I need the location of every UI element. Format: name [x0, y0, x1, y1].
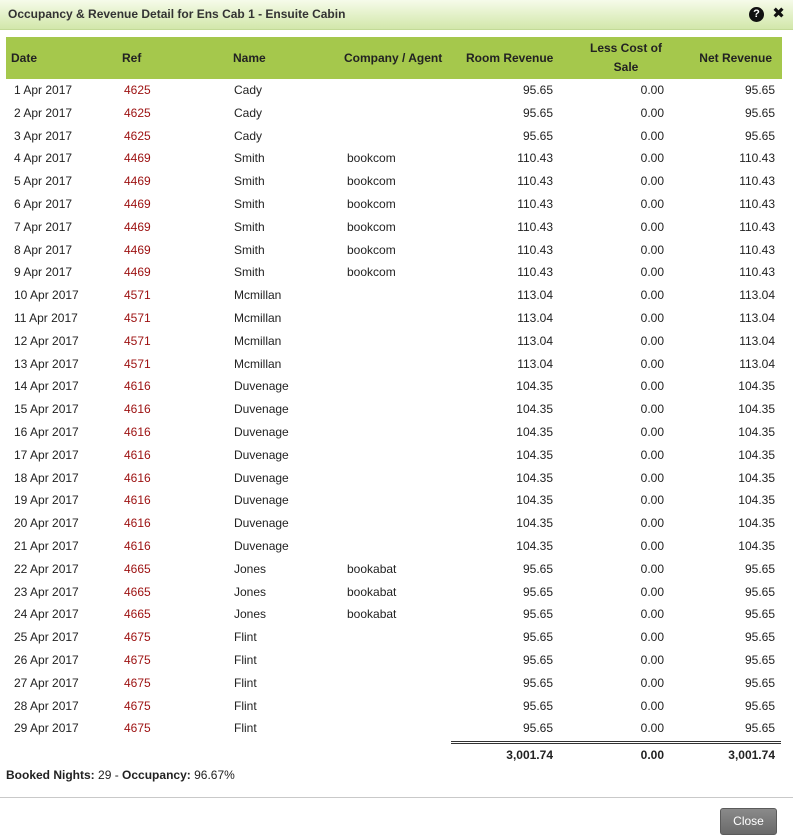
cell-date: 11 Apr 2017 [14, 310, 78, 325]
cell-name: Duvenage [234, 447, 289, 462]
table-row [6, 193, 782, 216]
cell-date: 3 Apr 2017 [14, 128, 73, 143]
column-header-ref: Ref [122, 50, 142, 65]
cell-less-cost: 0.00 [640, 242, 664, 257]
cell-net-revenue: 104.35 [738, 493, 775, 508]
cell-date: 6 Apr 2017 [14, 196, 73, 211]
cell-ref-link[interactable]: 4616 [124, 447, 151, 462]
table-row [6, 512, 782, 535]
cell-name: Smith [234, 151, 265, 166]
table-row [6, 125, 782, 148]
cell-less-cost: 0.00 [640, 607, 664, 622]
cell-name: Smith [234, 219, 265, 234]
cell-less-cost: 0.00 [640, 379, 664, 394]
cell-ref-link[interactable]: 4665 [124, 561, 151, 576]
column-header-net-revenue: Net Revenue [699, 50, 772, 65]
cell-date: 12 Apr 2017 [14, 333, 79, 348]
cell-agent: bookcom [347, 151, 396, 166]
cell-name: Duvenage [234, 516, 289, 531]
cell-ref-link[interactable]: 4469 [124, 196, 151, 211]
column-header-name: Name [233, 50, 266, 65]
cell-name: Smith [234, 265, 265, 280]
column-header-date: Date [11, 50, 38, 65]
cell-date: 14 Apr 2017 [14, 379, 79, 394]
cell-agent: bookcom [347, 265, 396, 280]
cell-name: Flint [234, 698, 257, 713]
cell-ref-link[interactable]: 4616 [124, 402, 151, 417]
cell-ref-link[interactable]: 4616 [124, 470, 151, 485]
dialog-titlebar [0, 0, 793, 30]
cell-room-revenue: 104.35 [516, 470, 553, 485]
cell-less-cost: 0.00 [640, 219, 664, 234]
cell-ref-link[interactable]: 4469 [124, 174, 151, 189]
cell-room-revenue: 110.43 [517, 174, 553, 189]
occupancy-summary [6, 768, 235, 782]
cell-less-cost: 0.00 [640, 105, 664, 120]
cell-net-revenue: 104.35 [738, 470, 775, 485]
cell-ref-link[interactable]: 4469 [124, 219, 151, 234]
cell-room-revenue: 104.35 [516, 493, 553, 508]
cell-less-cost: 0.00 [640, 265, 664, 280]
cell-net-revenue: 104.35 [738, 447, 775, 462]
cell-room-revenue: 104.35 [516, 424, 553, 439]
cell-name: Smith [234, 242, 265, 257]
cell-room-revenue: 110.43 [517, 242, 553, 257]
cell-less-cost: 0.00 [640, 310, 664, 325]
cell-room-revenue: 113.04 [517, 356, 553, 371]
cell-name: Cady [234, 105, 263, 120]
table-row [6, 672, 782, 695]
cell-name: Duvenage [234, 402, 289, 417]
cell-net-revenue: 104.35 [738, 538, 775, 553]
table-row [6, 489, 782, 512]
cell-ref-link[interactable]: 4675 [124, 652, 151, 667]
cell-ref-link[interactable]: 4675 [124, 675, 151, 690]
cell-date: 28 Apr 2017 [14, 698, 79, 713]
cell-name: Mcmillan [234, 333, 282, 348]
totals-row [6, 745, 782, 765]
table-row [6, 717, 782, 740]
cell-net-revenue: 95.65 [744, 83, 775, 97]
table-row [6, 603, 782, 626]
cell-room-revenue: 95.65 [522, 105, 553, 120]
cell-date: 21 Apr 2017 [14, 538, 79, 553]
close-icon[interactable]: ✖ [772, 5, 785, 22]
cell-ref-link[interactable]: 4675 [124, 698, 151, 713]
cell-date: 24 Apr 2017 [14, 607, 79, 622]
cell-room-revenue: 113.04 [517, 288, 553, 303]
cell-net-revenue: 104.35 [738, 379, 775, 394]
cell-net-revenue: 95.65 [744, 105, 775, 120]
cell-ref-link[interactable]: 4571 [124, 333, 151, 348]
cell-room-revenue: 104.35 [516, 402, 553, 417]
occupancy-value: 96.67% [194, 768, 235, 782]
dialog-title: Occupancy & Revenue Detail for Ens Cab 1 - Ensuite Cabin [8, 7, 346, 21]
cell-net-revenue: 110.43 [739, 174, 775, 189]
table-row [6, 649, 782, 672]
cell-ref-link[interactable]: 4665 [124, 584, 151, 599]
cell-date: 2 Apr 2017 [14, 105, 73, 120]
footer-divider [0, 797, 793, 798]
cell-net-revenue: 104.35 [738, 402, 775, 417]
cell-net-revenue: 104.35 [738, 424, 775, 439]
table-row [6, 170, 782, 193]
cell-less-cost: 0.00 [640, 83, 664, 97]
cell-ref-link[interactable]: 4625 [124, 105, 151, 120]
cell-net-revenue: 113.04 [739, 288, 775, 303]
cell-less-cost: 0.00 [640, 493, 664, 508]
cell-name: Cady [234, 128, 263, 143]
cell-name: Duvenage [234, 379, 289, 394]
cell-agent: bookabat [347, 561, 397, 576]
cell-room-revenue: 95.65 [522, 83, 553, 97]
cell-agent: bookabat [347, 607, 397, 622]
column-header-less-cost-line2: Sale [613, 60, 639, 74]
cell-ref-link[interactable]: 4625 [124, 128, 151, 143]
cell-less-cost: 0.00 [640, 196, 664, 211]
cell-less-cost: 0.00 [640, 675, 664, 690]
cell-net-revenue: 95.65 [744, 561, 775, 576]
cell-net-revenue: 110.43 [739, 219, 775, 234]
table-row [6, 444, 782, 467]
cell-less-cost: 0.00 [640, 402, 664, 417]
cell-agent: bookcom [347, 174, 396, 189]
cell-room-revenue: 95.65 [522, 721, 553, 736]
cell-less-cost: 0.00 [640, 288, 664, 303]
table-row [6, 261, 782, 284]
table-row [6, 353, 782, 376]
table-row [6, 626, 782, 649]
cell-date: 7 Apr 2017 [14, 219, 73, 234]
cell-date: 25 Apr 2017 [14, 630, 79, 645]
cell-room-revenue: 104.35 [516, 516, 553, 531]
table-row [6, 239, 782, 262]
table-row [6, 147, 782, 170]
cell-net-revenue: 95.65 [744, 675, 775, 690]
cell-net-revenue: 110.43 [739, 151, 775, 166]
occupancy-label: Occupancy: [122, 768, 191, 782]
table-row [6, 695, 782, 718]
cell-date: 20 Apr 2017 [14, 516, 79, 531]
booked-nights-value: 29 [98, 768, 112, 782]
total-less-cost: 0.00 [640, 748, 664, 762]
cell-date: 17 Apr 2017 [14, 447, 79, 462]
table-row [6, 330, 782, 353]
cell-less-cost: 0.00 [640, 721, 664, 736]
table-row [6, 216, 782, 239]
cell-less-cost: 0.00 [640, 516, 664, 531]
booked-nights-label: Booked Nights: [6, 768, 95, 782]
cell-date: 1 Apr 2017 [14, 83, 73, 97]
cell-less-cost: 0.00 [640, 698, 664, 713]
cell-room-revenue: 104.35 [516, 379, 553, 394]
cell-less-cost: 0.00 [640, 652, 664, 667]
cell-agent: bookabat [347, 584, 397, 599]
cell-net-revenue: 95.65 [744, 607, 775, 622]
cell-name: Jones [234, 561, 267, 576]
cell-less-cost: 0.00 [640, 470, 664, 485]
cell-name: Jones [234, 607, 267, 622]
totals-divider [451, 741, 781, 744]
cell-net-revenue: 113.04 [739, 310, 775, 325]
cell-date: 16 Apr 2017 [14, 424, 79, 439]
cell-room-revenue: 95.65 [522, 607, 553, 622]
cell-name: Flint [234, 652, 257, 667]
cell-room-revenue: 110.43 [517, 219, 553, 234]
column-header-less-cost [576, 37, 676, 79]
cell-name: Mcmillan [234, 356, 282, 371]
cell-date: 29 Apr 2017 [14, 721, 79, 736]
total-net-revenue: 3,001.74 [728, 748, 775, 762]
cell-net-revenue: 110.43 [739, 265, 775, 280]
cell-room-revenue: 95.65 [522, 561, 553, 576]
cell-date: 19 Apr 2017 [14, 493, 79, 508]
cell-net-revenue: 113.04 [739, 356, 775, 371]
cell-agent: bookcom [347, 196, 396, 211]
cell-ref-link[interactable]: 4571 [124, 288, 151, 303]
table-row [6, 307, 782, 330]
cell-ref-link[interactable]: 4616 [124, 424, 151, 439]
table-row [6, 535, 782, 558]
cell-ref-link[interactable]: 4469 [124, 242, 151, 257]
cell-date: 27 Apr 2017 [14, 675, 79, 690]
table-row [6, 79, 782, 102]
cell-ref-link[interactable]: 4469 [124, 265, 151, 280]
cell-less-cost: 0.00 [640, 630, 664, 645]
table-row [6, 284, 782, 307]
cell-net-revenue: 110.43 [739, 242, 775, 257]
cell-ref-link[interactable]: 4625 [124, 83, 151, 97]
cell-ref-link[interactable]: 4665 [124, 607, 151, 622]
cell-net-revenue: 95.65 [744, 721, 775, 736]
column-header-room-revenue: Room Revenue [466, 50, 554, 65]
cell-name: Mcmillan [234, 288, 282, 303]
cell-date: 15 Apr 2017 [14, 402, 79, 417]
cell-ref-link[interactable]: 4616 [124, 379, 151, 394]
cell-less-cost: 0.00 [640, 128, 664, 143]
cell-ref-link[interactable]: 4616 [124, 516, 151, 531]
close-button[interactable]: Close [720, 808, 777, 835]
cell-less-cost: 0.00 [640, 174, 664, 189]
cell-less-cost: 0.00 [640, 561, 664, 576]
column-header-less-cost-line1: Less Cost of [589, 41, 662, 55]
table-row [6, 467, 782, 490]
summary-separator: - [111, 768, 123, 782]
cell-net-revenue: 95.65 [744, 698, 775, 713]
cell-name: Duvenage [234, 470, 289, 485]
total-room-revenue: 3,001.74 [506, 748, 553, 762]
cell-name: Mcmillan [234, 310, 282, 325]
cell-name: Cady [234, 83, 263, 97]
table-row [6, 421, 782, 444]
cell-name: Smith [234, 196, 265, 211]
table-header [6, 37, 782, 79]
cell-date: 4 Apr 2017 [14, 151, 73, 166]
cell-date: 26 Apr 2017 [14, 652, 79, 667]
cell-name: Flint [234, 721, 257, 736]
cell-date: 9 Apr 2017 [14, 265, 73, 280]
cell-name: Smith [234, 174, 265, 189]
cell-room-revenue: 113.04 [517, 333, 553, 348]
cell-date: 8 Apr 2017 [14, 242, 73, 257]
cell-date: 18 Apr 2017 [14, 470, 79, 485]
cell-less-cost: 0.00 [640, 538, 664, 553]
cell-ref-link[interactable]: 4571 [124, 310, 151, 325]
cell-less-cost: 0.00 [640, 447, 664, 462]
cell-room-revenue: 95.65 [522, 630, 553, 645]
cell-net-revenue: 95.65 [744, 128, 775, 143]
cell-agent: bookcom [347, 219, 396, 234]
cell-less-cost: 0.00 [640, 151, 664, 166]
cell-room-revenue: 95.65 [522, 128, 553, 143]
cell-name: Duvenage [234, 424, 289, 439]
table-row [6, 581, 782, 604]
cell-name: Duvenage [234, 493, 289, 508]
cell-net-revenue: 95.65 [744, 652, 775, 667]
cell-name: Duvenage [234, 538, 289, 553]
cell-ref-link[interactable]: 4616 [124, 538, 151, 553]
cell-net-revenue: 110.43 [739, 196, 775, 211]
cell-room-revenue: 110.43 [517, 265, 553, 280]
cell-net-revenue: 104.35 [738, 516, 775, 531]
cell-ref-link[interactable]: 4571 [124, 356, 151, 371]
cell-date: 13 Apr 2017 [14, 356, 79, 371]
cell-room-revenue: 110.43 [517, 196, 553, 211]
cell-ref-link[interactable]: 4616 [124, 493, 151, 508]
cell-name: Flint [234, 630, 257, 645]
cell-room-revenue: 113.04 [517, 310, 553, 325]
cell-room-revenue: 104.35 [516, 538, 553, 553]
cell-less-cost: 0.00 [640, 333, 664, 348]
cell-room-revenue: 110.43 [517, 151, 553, 166]
table-body [6, 79, 782, 740]
cell-net-revenue: 95.65 [744, 630, 775, 645]
cell-room-revenue: 95.65 [522, 698, 553, 713]
cell-date: 23 Apr 2017 [14, 584, 79, 599]
table-row [6, 102, 782, 125]
column-header-agent: Company / Agent [344, 50, 443, 65]
cell-name: Flint [234, 675, 257, 690]
cell-date: 10 Apr 2017 [14, 288, 79, 303]
cell-date: 5 Apr 2017 [14, 174, 73, 189]
cell-less-cost: 0.00 [640, 356, 664, 371]
table-row [6, 558, 782, 581]
help-icon[interactable]: ? [749, 7, 764, 22]
cell-ref-link[interactable]: 4469 [124, 151, 151, 166]
cell-less-cost: 0.00 [640, 424, 664, 439]
cell-name: Jones [234, 584, 267, 599]
table-row [6, 375, 782, 398]
cell-ref-link[interactable]: 4675 [124, 630, 151, 645]
cell-date: 22 Apr 2017 [14, 561, 79, 576]
cell-less-cost: 0.00 [640, 584, 664, 599]
cell-ref-link[interactable]: 4675 [124, 721, 151, 736]
cell-net-revenue: 113.04 [739, 333, 775, 348]
cell-room-revenue: 95.65 [522, 584, 553, 599]
cell-agent: bookcom [347, 242, 396, 257]
cell-room-revenue: 95.65 [522, 675, 553, 690]
cell-room-revenue: 104.35 [516, 447, 553, 462]
table-row [6, 398, 782, 421]
cell-room-revenue: 95.65 [522, 652, 553, 667]
cell-net-revenue: 95.65 [744, 584, 775, 599]
